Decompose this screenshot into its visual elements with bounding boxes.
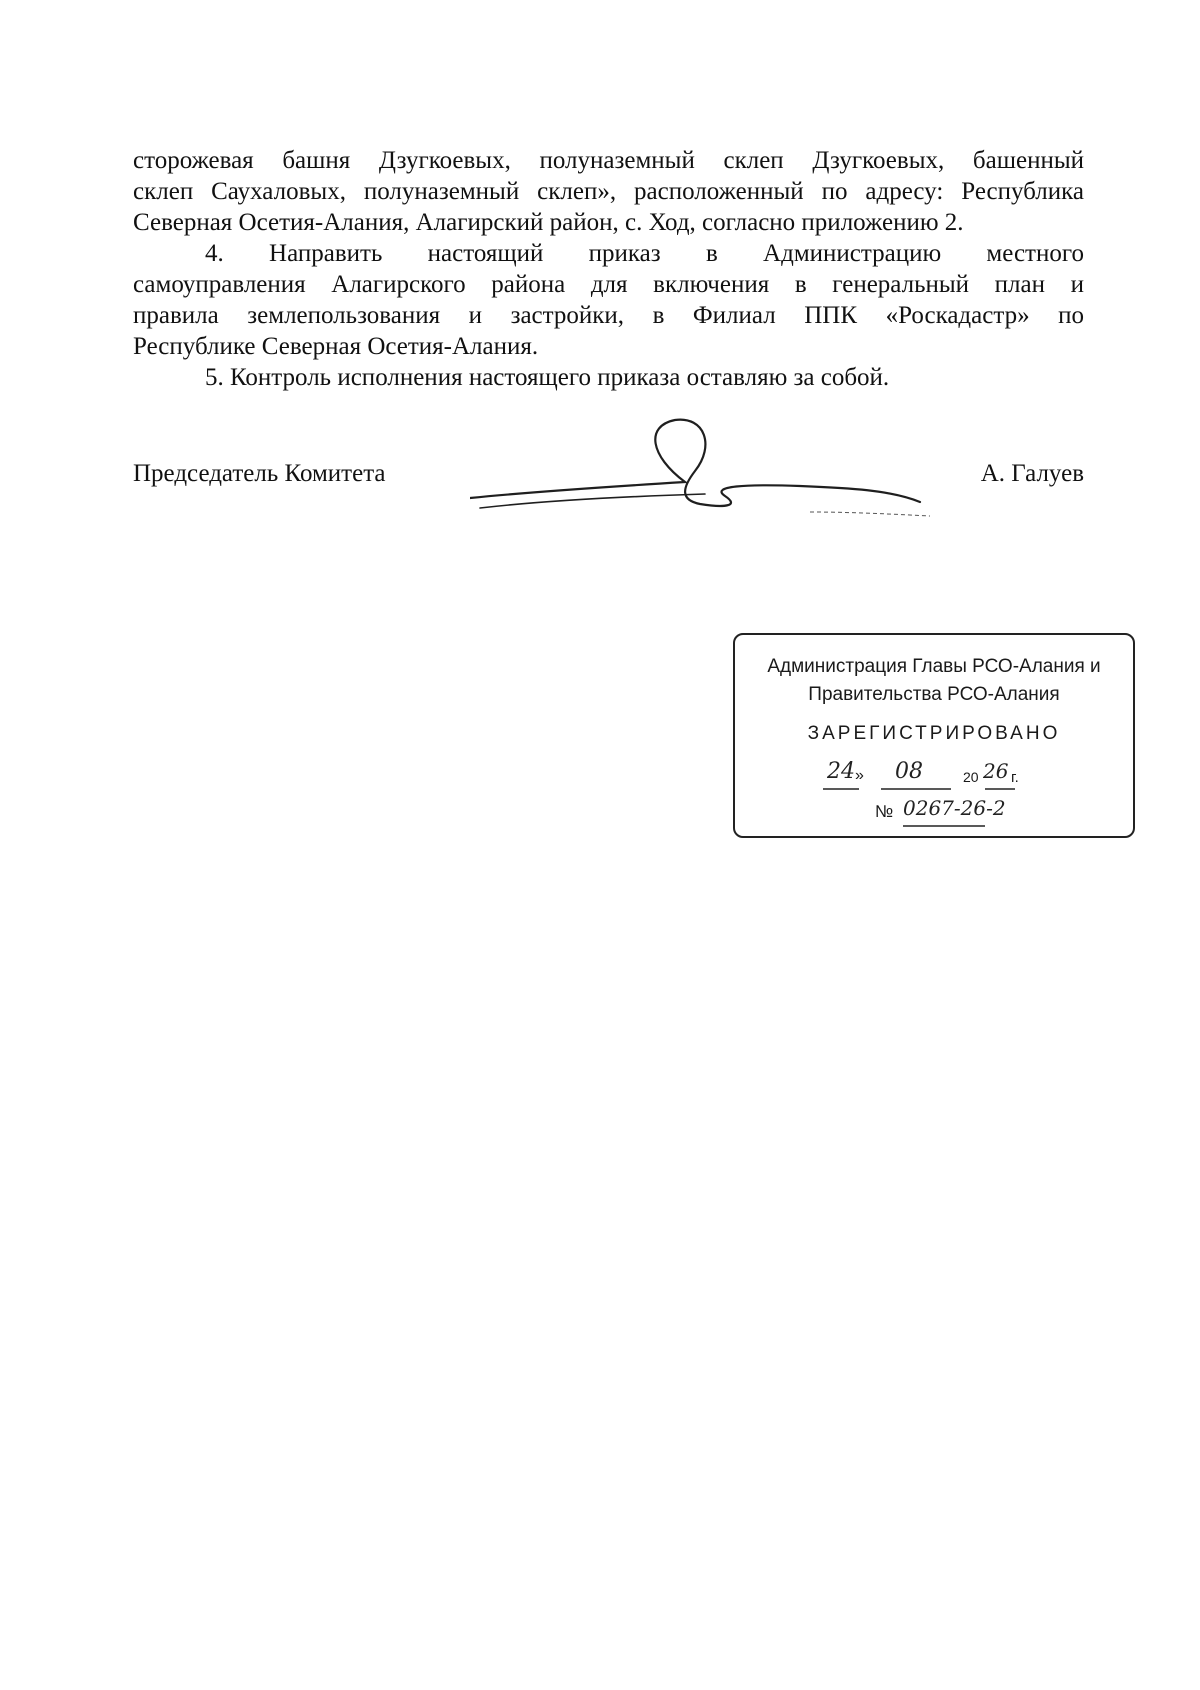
signatory-name: А. Галуев bbox=[980, 460, 1084, 487]
stamp-number: 0267-26-2 bbox=[903, 796, 1006, 820]
signatory-title: Председатель Комитета bbox=[133, 460, 386, 487]
paragraph-item-4 bbox=[133, 238, 1084, 362]
text-line: Республике Северная Осетия-Алания. bbox=[133, 333, 539, 360]
stamp-number-underline bbox=[875, 798, 1115, 832]
stamp-org-line: Правительства РСО-Алания bbox=[808, 684, 1060, 705]
stamp-organization bbox=[735, 653, 1133, 709]
text-line: самоуправления Алагирского района для включения в генеральный план и bbox=[133, 271, 1084, 298]
stamp-number-row bbox=[875, 798, 1115, 832]
paragraph-item-5 bbox=[133, 362, 1084, 393]
stamp-quote-mark: » bbox=[855, 767, 864, 784]
stamp-year-unit: г. bbox=[1011, 769, 1019, 786]
stamp-year-suffix: 26 bbox=[983, 759, 1009, 783]
stamp-org-line: Администрация Главы РСО-Алания и bbox=[767, 656, 1101, 677]
stamp-year-prefix: 20 bbox=[963, 769, 979, 785]
text-line: правила землепользования и застройки, в Филиал ППК «Роскадастр» по bbox=[133, 302, 1084, 329]
registration-stamp bbox=[733, 633, 1135, 838]
stamp-day: 24 bbox=[827, 759, 855, 784]
text-line: склеп Саухаловых, полуназемный склеп», расположенный по адресу: Республика bbox=[133, 178, 1084, 205]
stamp-status: ЗАРЕГИСТРИРОВАНО bbox=[807, 723, 1061, 744]
text-line: Северная Осетия-Алания, Алагирский район, с. Ход, согласно приложению 2. bbox=[133, 209, 964, 236]
stamp-month: 08 bbox=[895, 759, 923, 784]
text-line: 5. Контроль исполнения настоящего приказа оставляю за собой. bbox=[205, 364, 890, 391]
text-line: 4. Направить настоящий приказ в Администрацию местного bbox=[205, 240, 1084, 267]
handwritten-signature bbox=[470, 416, 970, 526]
paragraph-continuation bbox=[133, 145, 1084, 238]
text-line: сторожевая башня Дзугкоевых, полуназемный склеп Дзугкоевых, башенный bbox=[133, 147, 1084, 174]
stamp-number-label: № bbox=[875, 802, 894, 821]
stamp-date bbox=[815, 759, 1115, 793]
